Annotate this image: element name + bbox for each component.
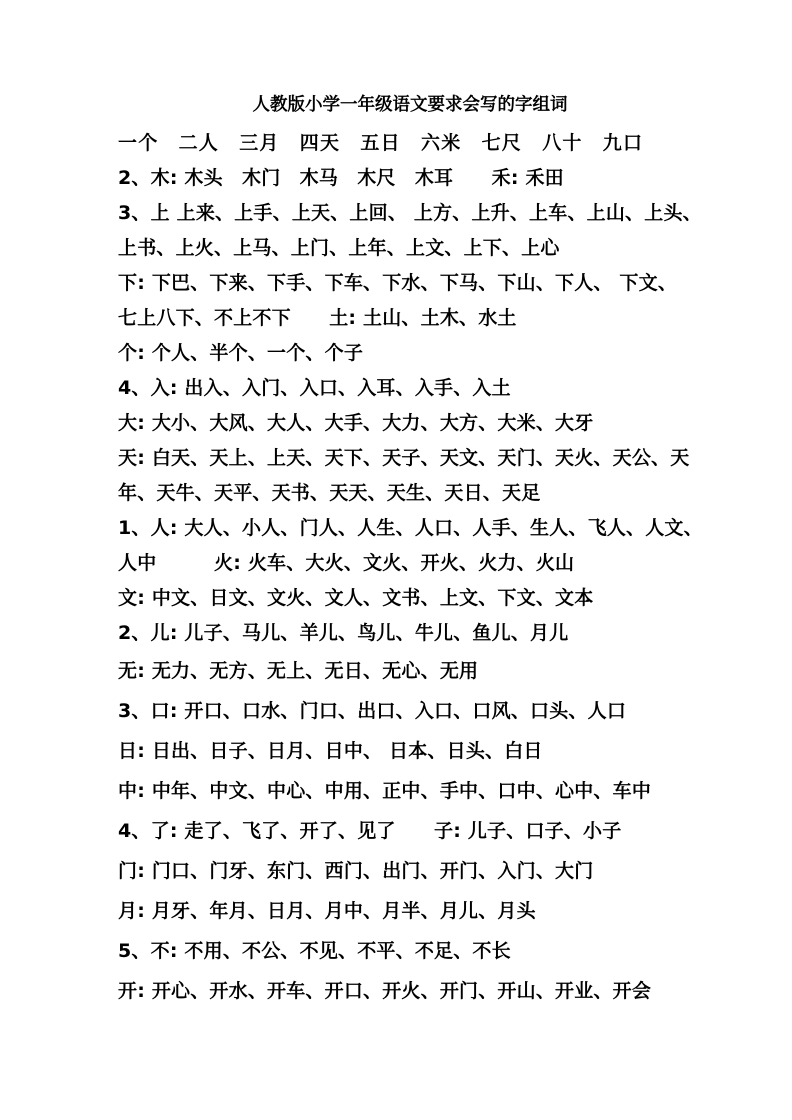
document-line: 4、入: 出入、入门、入口、入耳、入手、入土 xyxy=(118,377,511,399)
document-line: 个: 个人、半个、一个、个子 xyxy=(118,342,364,364)
document-line: 2、木: 木头 木门 木马 木尺 木耳 禾: 禾田 xyxy=(118,167,564,189)
document-body xyxy=(118,92,703,1011)
document-line: 月: 月牙、年月、日月、月中、月半、月儿、月头 xyxy=(118,900,536,922)
document-line: 门: 门口、门牙、东门、西门、出门、开门、入门、大门 xyxy=(118,860,594,882)
document-line: 无: 无力、无方、无上、无日、无心、无用 xyxy=(118,660,479,682)
document-line: 1、人: 大人、小人、门人、人生、人口、人手、生人、飞人、人文、 xyxy=(118,517,703,539)
document-line: 大: 大小、大风、大人、大手、大力、大方、大米、大牙 xyxy=(118,412,594,434)
document-line: 2、儿: 儿子、马儿、羊儿、鸟儿、牛儿、鱼儿、月儿 xyxy=(118,622,569,644)
document-line: 4、了: 走了、飞了、开了、见了 子: 儿子、口子、小子 xyxy=(118,820,622,842)
document-line: 3、口: 开口、口水、门口、出口、入口、口风、口头、人口 xyxy=(118,700,627,722)
document-line: 中: 中年、中文、中心、中用、正中、手中、口中、心中、车中 xyxy=(118,780,652,802)
document-line: 年、天牛、天平、天书、天天、天生、天日、天足 xyxy=(118,482,541,504)
document-line: 5、不: 不用、不公、不见、不平、不足、不长 xyxy=(118,940,511,962)
document-line: 一个 二人 三月 四天 五日 六米 七尺 八十 九口 xyxy=(118,132,644,154)
document-line: 开: 开心、开水、开车、开口、开火、开门、开山、开业、开会 xyxy=(118,980,652,1002)
document-line: 下: 下巴、下来、下手、下车、下水、下马、下山、下人、 下文、 xyxy=(118,272,678,294)
document-line: 日: 日出、日子、日月、日中、 日本、日头、白日 xyxy=(118,740,543,762)
document-line: 3、上 上来、上手、上天、上回、 上方、上升、上车、上山、上头、 xyxy=(118,202,702,224)
document-line: 人中 火: 火车、大火、文火、开火、火力、火山 xyxy=(118,552,575,574)
document-line: 文: 中文、日文、文火、文人、文书、上文、下文、文本 xyxy=(118,587,594,609)
document-line: 上书、上火、上马、上门、上年、上文、上下、上心 xyxy=(118,237,560,259)
page-title: 人教版小学一年级语文要求会写的字组词 xyxy=(252,95,568,115)
document-line: 天: 白天、天上、上天、天下、天子、天文、天门、天火、天公、天 xyxy=(118,447,690,469)
document-line: 七上八下、不上不下 土: 土山、土木、水土 xyxy=(118,307,517,329)
